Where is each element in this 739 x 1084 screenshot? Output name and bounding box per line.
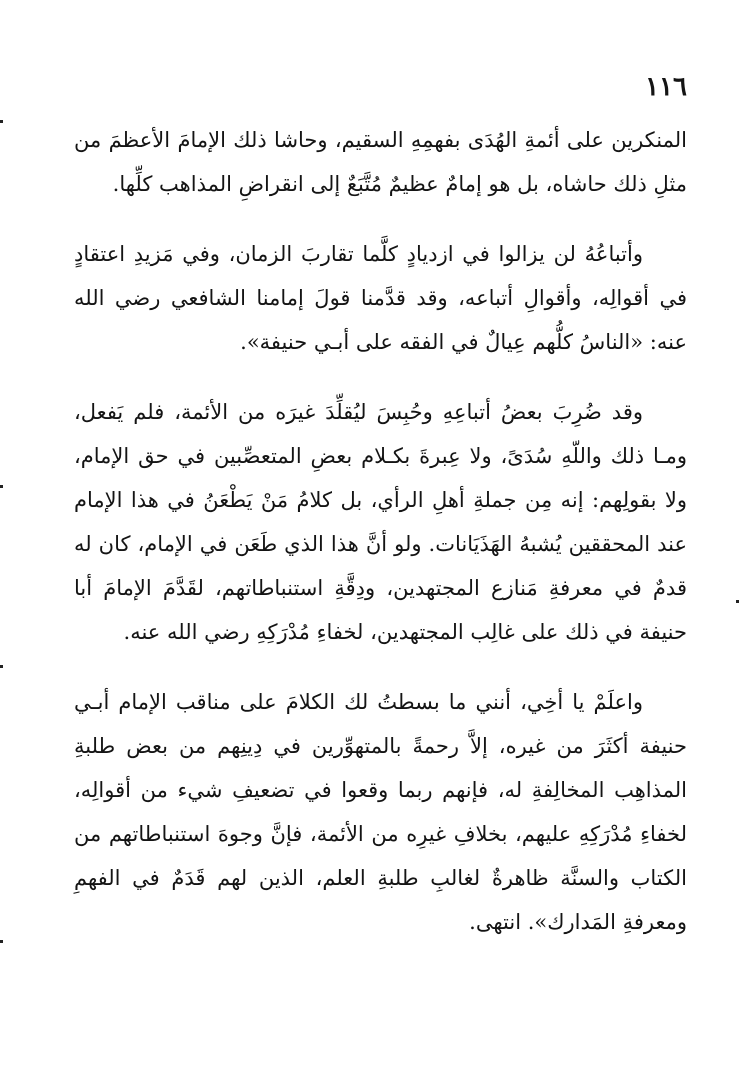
scan-mark bbox=[0, 940, 3, 943]
scan-mark bbox=[0, 485, 3, 488]
scan-mark bbox=[0, 665, 3, 668]
paragraph-1: المنكرين على أئمةِ الهُدَى بفهمِهِ السقيم، وحاشا ذلك الإمامَ الأعظمَ من مثلِ ذلك حاشاه، بل هو إمامٌ عظيمٌ مُتَّبَعٌ إلى انقراضِ المذاهب كلِّها. bbox=[74, 128, 687, 196]
paragraph-2: وأتباعُهُ لن يزالوا في ازديادٍ كلَّما تقاربَ الزمان، وفي مَزيدِ اعتقادٍ في أقوالِه، وأقوالِ أتباعه، وقد قدَّمنا قولَ إمامنا الشافعي رضي الله عنه: «الناسُ كلُّهم عِيالٌ في الفقه على أبـي حنيفة». bbox=[74, 242, 687, 354]
scan-mark bbox=[0, 120, 3, 123]
page-body bbox=[74, 118, 687, 970]
paragraph-4: واعلَمْ يا أخِي، أنني ما بسطتُ لك الكلامَ على مناقب الإمام أبـي حنيفة أكثَرَ من غيره، إلاَّ رحمةً بالمتهوِّرين في دِينِهم من بعض طلبةِ المذاهِب المخالِفةِ له، فإنهم ربما وقعوا في تضعيفِ شيء من أقوالِه، لخفاءِ مُدْرَكِهِ عليهم، بخلافِ غيرِه من الأئمة، فإنَّ وجوهَ استنباطاتهم من الكتاب والسنَّة ظاهرةٌ لغالبِ طلبةِ العلم، الذين لهم قَدَمٌ في الفهمِ ومعرفةِ المَدارك». انتهى. bbox=[74, 690, 687, 934]
page-number: ١١٦ bbox=[645, 72, 687, 102]
paragraph-3: وقد ضُرِبَ بعضُ أتباعِهِ وحُبِسَ ليُقلِّدَ غيرَه من الأئمة، فلم يَفعل، ومـا ذلك واللّهِ سُدَىً، ولا عِبرةَ بكـلام بعضِ المتعصِّبين في حق الإمام، ولا بقولِهم: إنه مِن جملةِ أهلِ الرأي، بل كلامُ مَنْ يَطْعَنُ في هذا الإمام عند المحققين يُشبهُ الهَذَيَانات. ولو أنَّ هذا الذي طَعَن في الإمام، كان له قدمٌ في معرفةِ مَنازع المجتهدين، ودِقَّةِ استنباطاتهم، لقَدَّمَ الإمامَ أبا حنيفة في ذلك على غالِب المجتهدين، لخفاءِ مُدْرَكِهِ رضي الله عنه. bbox=[74, 400, 687, 644]
